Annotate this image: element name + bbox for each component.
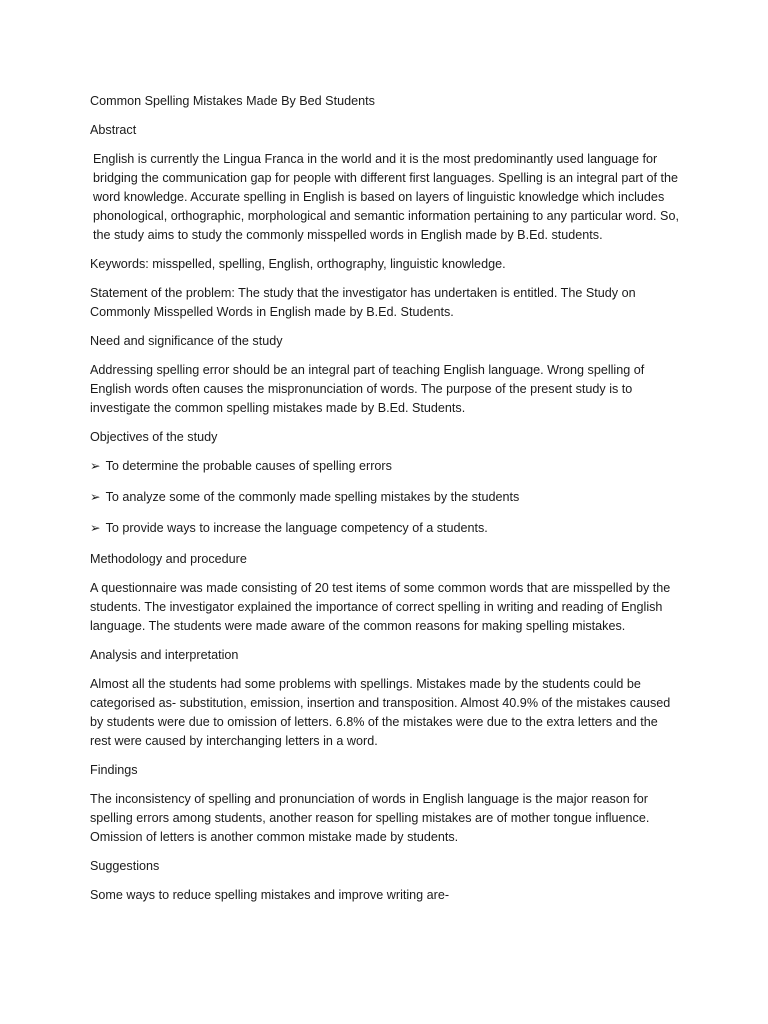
bullet-arrow-icon: ➢ xyxy=(90,459,101,473)
methodology-heading: Methodology and procedure xyxy=(90,552,247,566)
analysis-heading: Analysis and interpretation xyxy=(90,648,239,662)
bullet-arrow-icon: ➢ xyxy=(90,521,101,535)
analysis-paragraph: Almost all the students had some problems with spellings. Mistakes made by the students could be categorised as- substitution, emission, insertion and transposition. Almost 40.9% of the mistakes caused by students were due to omission of letters. 6.8% of the mistakes were due to the extra letters and the rest were caused by interchanging letters in a word. xyxy=(90,677,671,748)
abstract-heading: Abstract xyxy=(90,123,137,137)
objective-item-1 xyxy=(90,457,680,476)
findings-heading: Findings xyxy=(90,763,138,777)
suggestions-paragraph: Some ways to reduce spelling mistakes and improve writing are- xyxy=(90,888,450,902)
objective-item-2 xyxy=(90,488,680,507)
objective-text-3: To provide ways to increase the language competency of a students. xyxy=(105,521,488,535)
objective-text-1: To determine the probable causes of spelling errors xyxy=(105,459,392,473)
findings-paragraph: The inconsistency of spelling and pronunciation of words in English language is the major reason for spelling errors among students, another reason for spelling mistakes are of mother tongue influence. Omission of letters is another common mistake made by students. xyxy=(90,792,650,844)
need-heading: Need and significance of the study xyxy=(90,334,283,348)
need-paragraph: Addressing spelling error should be an integral part of teaching English language. Wrong spelling of English words often causes the mispronunciation of words. The purpose of the present study is to investigate the common spelling mistakes made by B.Ed. Students. xyxy=(90,363,645,415)
suggestions-heading: Suggestions xyxy=(90,859,160,873)
methodology-paragraph: A questionnaire was made consisting of 20 test items of some common words that are misspelled by the students. The investigator explained the importance of correct spelling in writing and reading of English language. The students were made aware of the common reasons for making spelling mistakes. xyxy=(90,581,671,633)
objective-item-3 xyxy=(90,519,680,538)
problem-statement-paragraph: Statement of the problem: The study that the investigator has undertaken is entitled. The Study on Commonly Misspelled Words in English made by B.Ed. Students. xyxy=(90,286,636,319)
document-body xyxy=(90,92,680,915)
objective-text-2: To analyze some of the commonly made spelling mistakes by the students xyxy=(105,490,520,504)
document-title: Common Spelling Mistakes Made By Bed Students xyxy=(90,94,375,108)
keywords-paragraph: Keywords: misspelled, spelling, English, orthography, linguistic knowledge. xyxy=(90,257,506,271)
abstract-paragraph: English is currently the Lingua Franca in the world and it is the most predominantly used language for bridging the communication gap for people with different first languages. Spelling is an integral part of the word knowledge. Accurate spelling in English is based on layers of linguistic knowledge which includes phonological, orthographic, morphological and semantic information pertaining to any particular word. So, the study aims to study the commonly misspelled words in English made by B.Ed. students. xyxy=(93,152,679,242)
objectives-heading: Objectives of the study xyxy=(90,430,218,444)
bullet-arrow-icon: ➢ xyxy=(90,490,101,504)
